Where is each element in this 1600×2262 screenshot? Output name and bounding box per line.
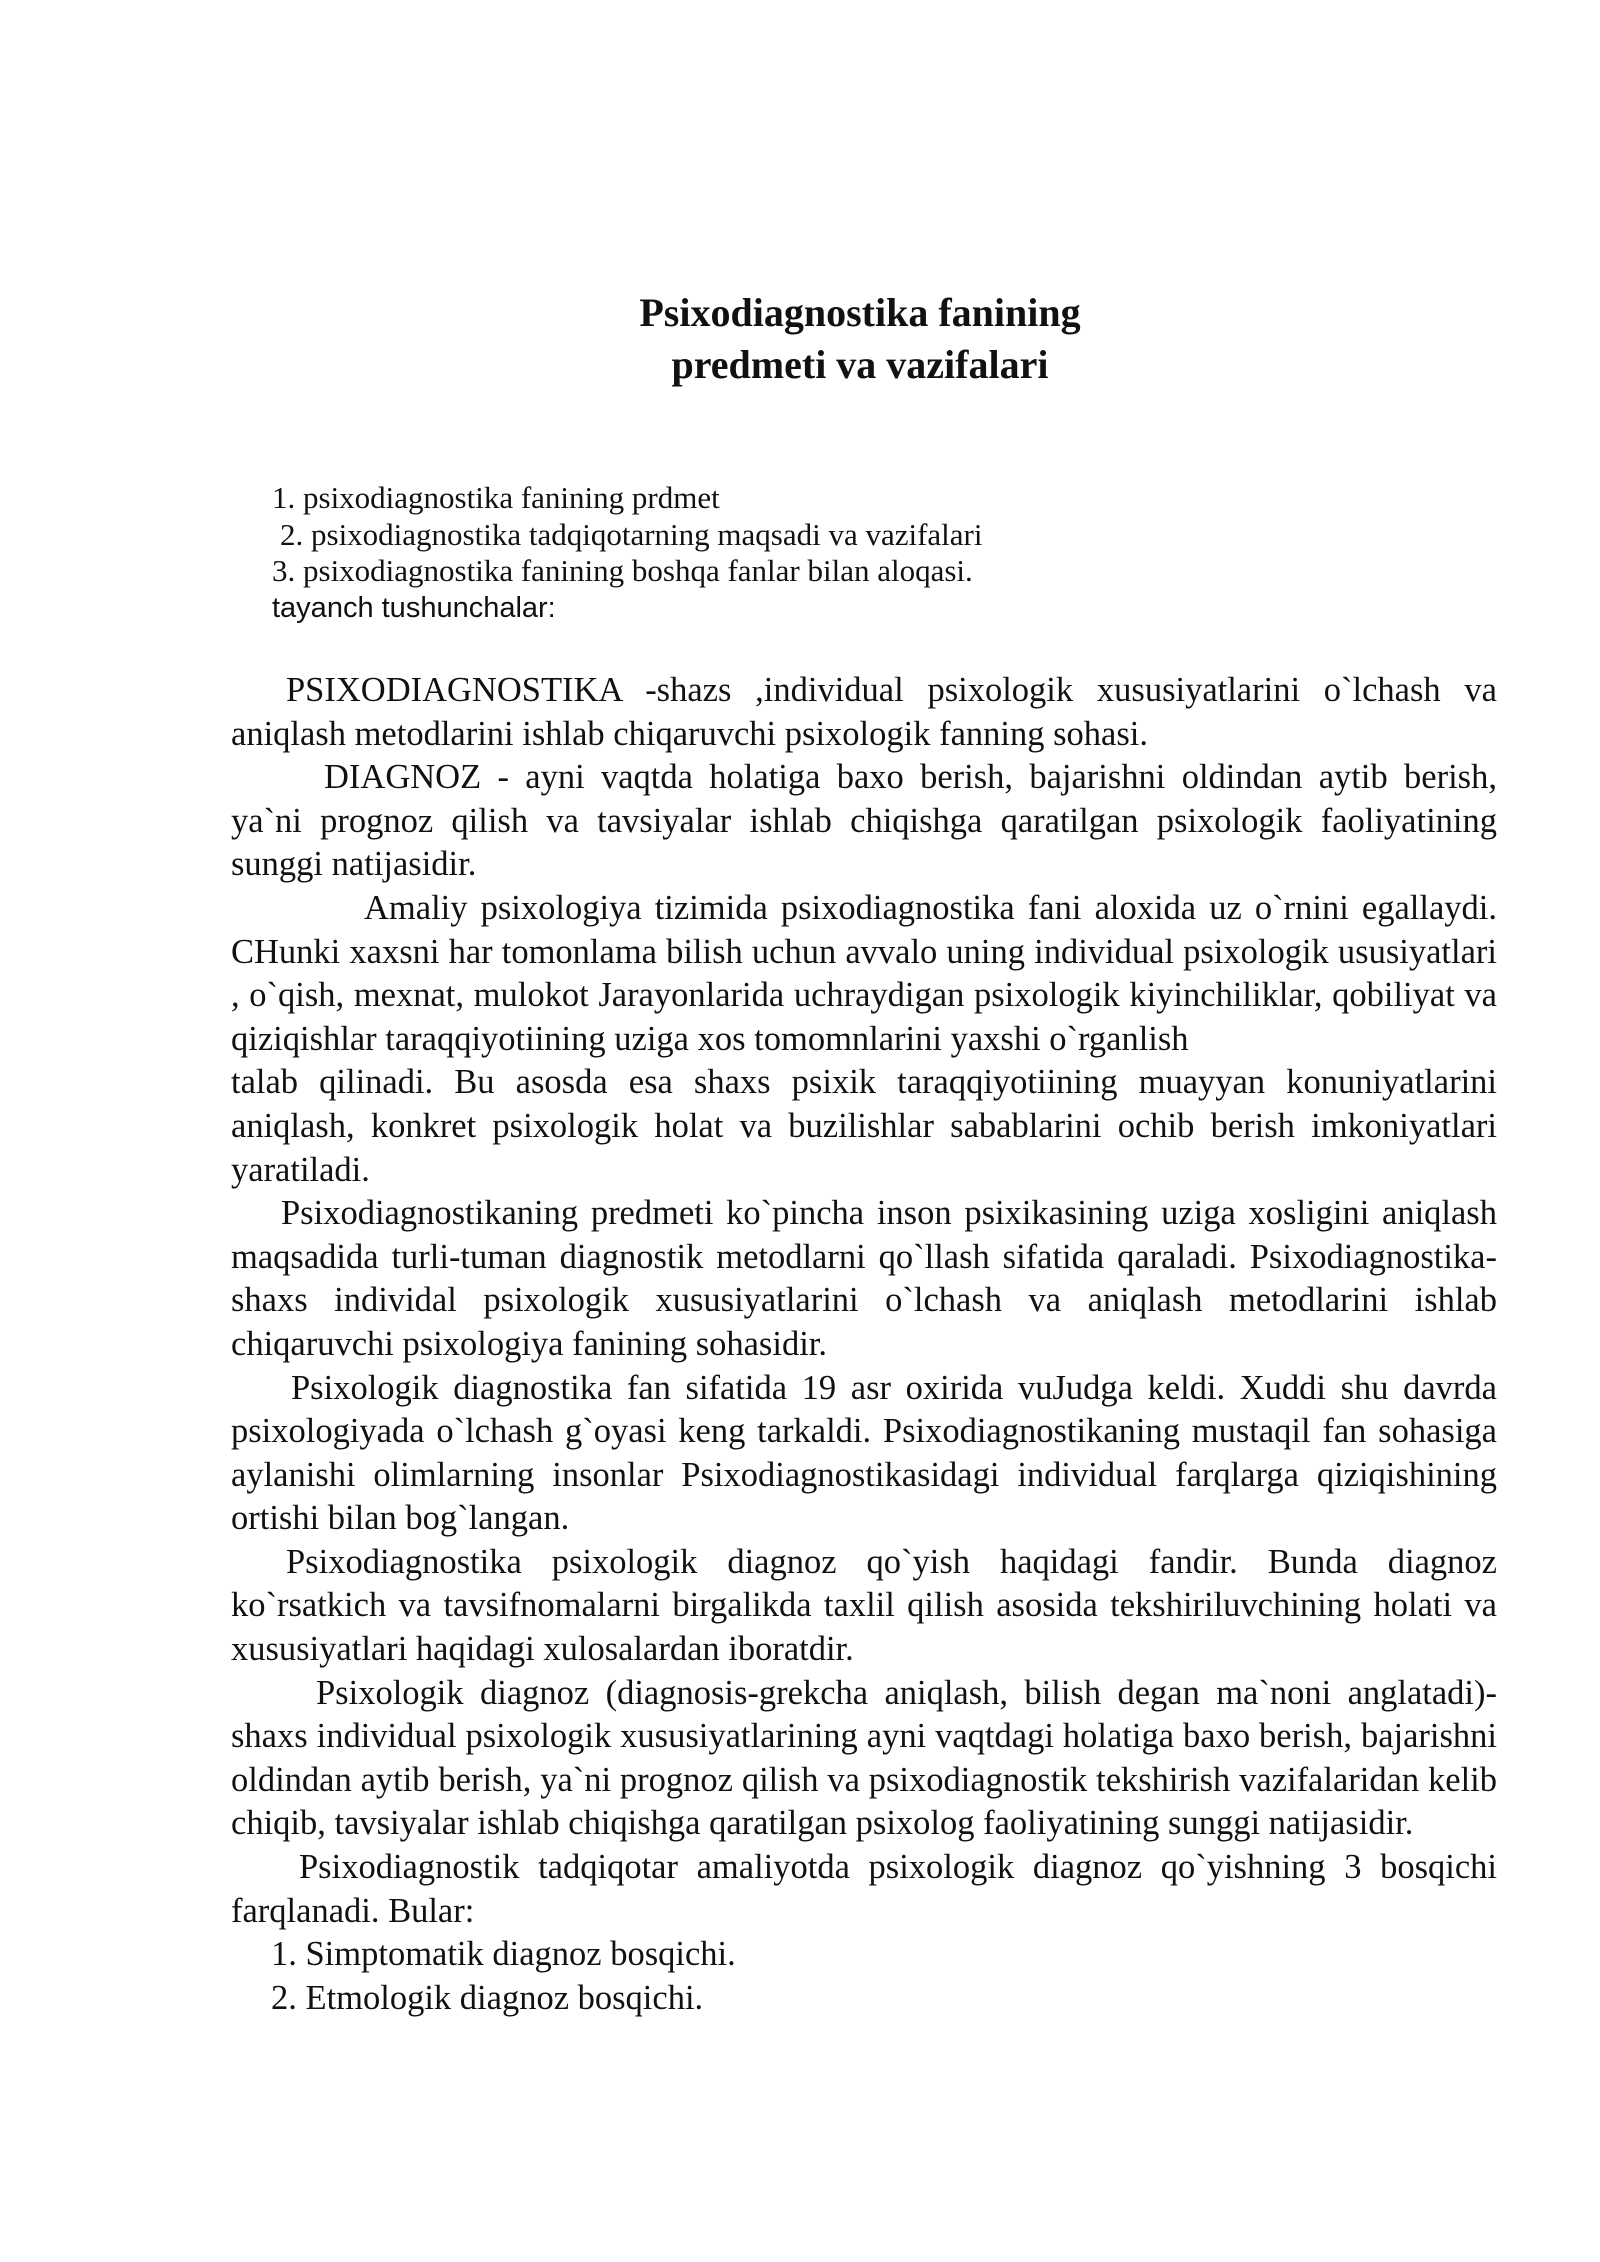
list-item: 1. Simptomatik diagnoz bosqichi.: [271, 1935, 736, 1974]
paragraph-psixologik-diagnoz: Psixologik diagnoz (diagnosis-grekcha aniqlash, bilish degan ma`noni anglatadi)- shaxs individual psixologik xususiyatlarining ayni vaqtdagi holatiga baxo berish, bajarishni oldindan aytib berish, ya`ni prognoz qilish va psixodiagnostik tekshirish vazifalaridan kelib chiqib, tavsiyalar ishlab chiqishga qaratilgan psixolog faoliyatining sunggi natijasidir.: [231, 1673, 1497, 1843]
list-item: 2. Etmologik diagnoz bosqichi.: [271, 1978, 704, 2017]
paragraph-amaliy-psixologiya-continued: talab qilinadi. Bu asosda esa shaxs psixik taraqqiyotiining muayyan konuniyatlarini aniqlash, konkret psixologik holat va buzilishlar sabablarini ochib berish imkoniyatlari yaratiladi.: [231, 1063, 1497, 1189]
document-title: [0, 287, 1600, 391]
stages-list: [231, 1933, 1497, 2020]
paragraph-stages-intro: Psixodiagnostik tadqiqotar amaliyotda psixologik diagnoz qo`yishning 3 bosqichi farqlanadi. Bular:: [231, 1848, 1497, 1930]
keywords-label: tayanch tushunchalar:: [272, 591, 556, 624]
paragraph-diagnoz-science: Psixodiagnostika psixologik diagnoz qo`yish haqidagi fandir. Bunda diagnoz ko`rsatkich va tavsifnomalarni birgalikda taxlil qilish asosida tekshiriluvchining holati va xususiyatlari haqidagi xulosalardan iboratdir.: [231, 1542, 1497, 1669]
title-line-2: predmeti va vazifalari: [671, 342, 1049, 387]
outline-item-2: 2. psixodiagnostika tadqiqotarning maqsadi va vazifalari: [280, 516, 983, 552]
outline-item-3: 3. psixodiagnostika fanining boshqa fanlar bilan aloqasi.: [272, 553, 973, 588]
paragraph-diagnoz-definition: DIAGNOZ - ayni vaqtda holatiga baxo berish, bajarishni oldindan aytib berish, ya`ni prognoz qilish va tavsiyalar ishlab chiqishga qaratilgan psixologik faoliyatining sunggi natijasidir.: [231, 758, 1497, 884]
paragraph-history: Psixologik diagnostika fan sifatida 19 asr oxirida vuJudga keldi. Xuddi shu davrda psixologiyada o`lchash g`oyasi keng tarkaldi. Psixodiagnostikaning mustaqil fan sohasiga aylanishi olimlarning insonlar Psixodiagnostikasidagi individual farqlarga qiziqishining ortishi bilan bog`langan.: [231, 1368, 1497, 1538]
title-line-1: Psixodiagnostika fanining: [639, 290, 1081, 335]
outline-item-1: 1. psixodiagnostika fanining prdmet: [272, 480, 720, 515]
document-body: [231, 669, 1497, 2020]
paragraph-amaliy-psixologiya: Amaliy psixologiya tizimida psixodiagnostika fani aloxida uz o`rnini egallaydi. CHunki xaxsni har tomonlama bilish uchun avvalo uning individual psixologik ususiyatlari , o`qish, mexnat, mulokot Jarayonlarida uchraydigan psixologik kiyinchiliklar, qobiliyat va qiziqishlar taraqqiyotiining uziga xos tomomnlarini yaxshi o`rganlish: [231, 888, 1497, 1058]
topic-outline: [272, 480, 982, 626]
paragraph-predmet: Psixodiagnostikaning predmeti ko`pincha inson psixikasining uziga xosligini aniqlash maqsadida turli-tuman diagnostik metodlarni qo`llash sifatida qaraladi. Psixodiagnostika-shaxs individal psixologik xususiyatlarini o`lchash va aniqlash metodlarini ishlab chiqaruvchi psixologiya fanining sohasidir.: [231, 1194, 1497, 1363]
paragraph-psixodiagnostika-definition: PSIXODIAGNOSTIKA -shazs ,individual psixologik xususiyatlarini o`lchash va aniqlash metodlarini ishlab chiqaruvchi psixologik fanning sohasi.: [231, 671, 1497, 753]
